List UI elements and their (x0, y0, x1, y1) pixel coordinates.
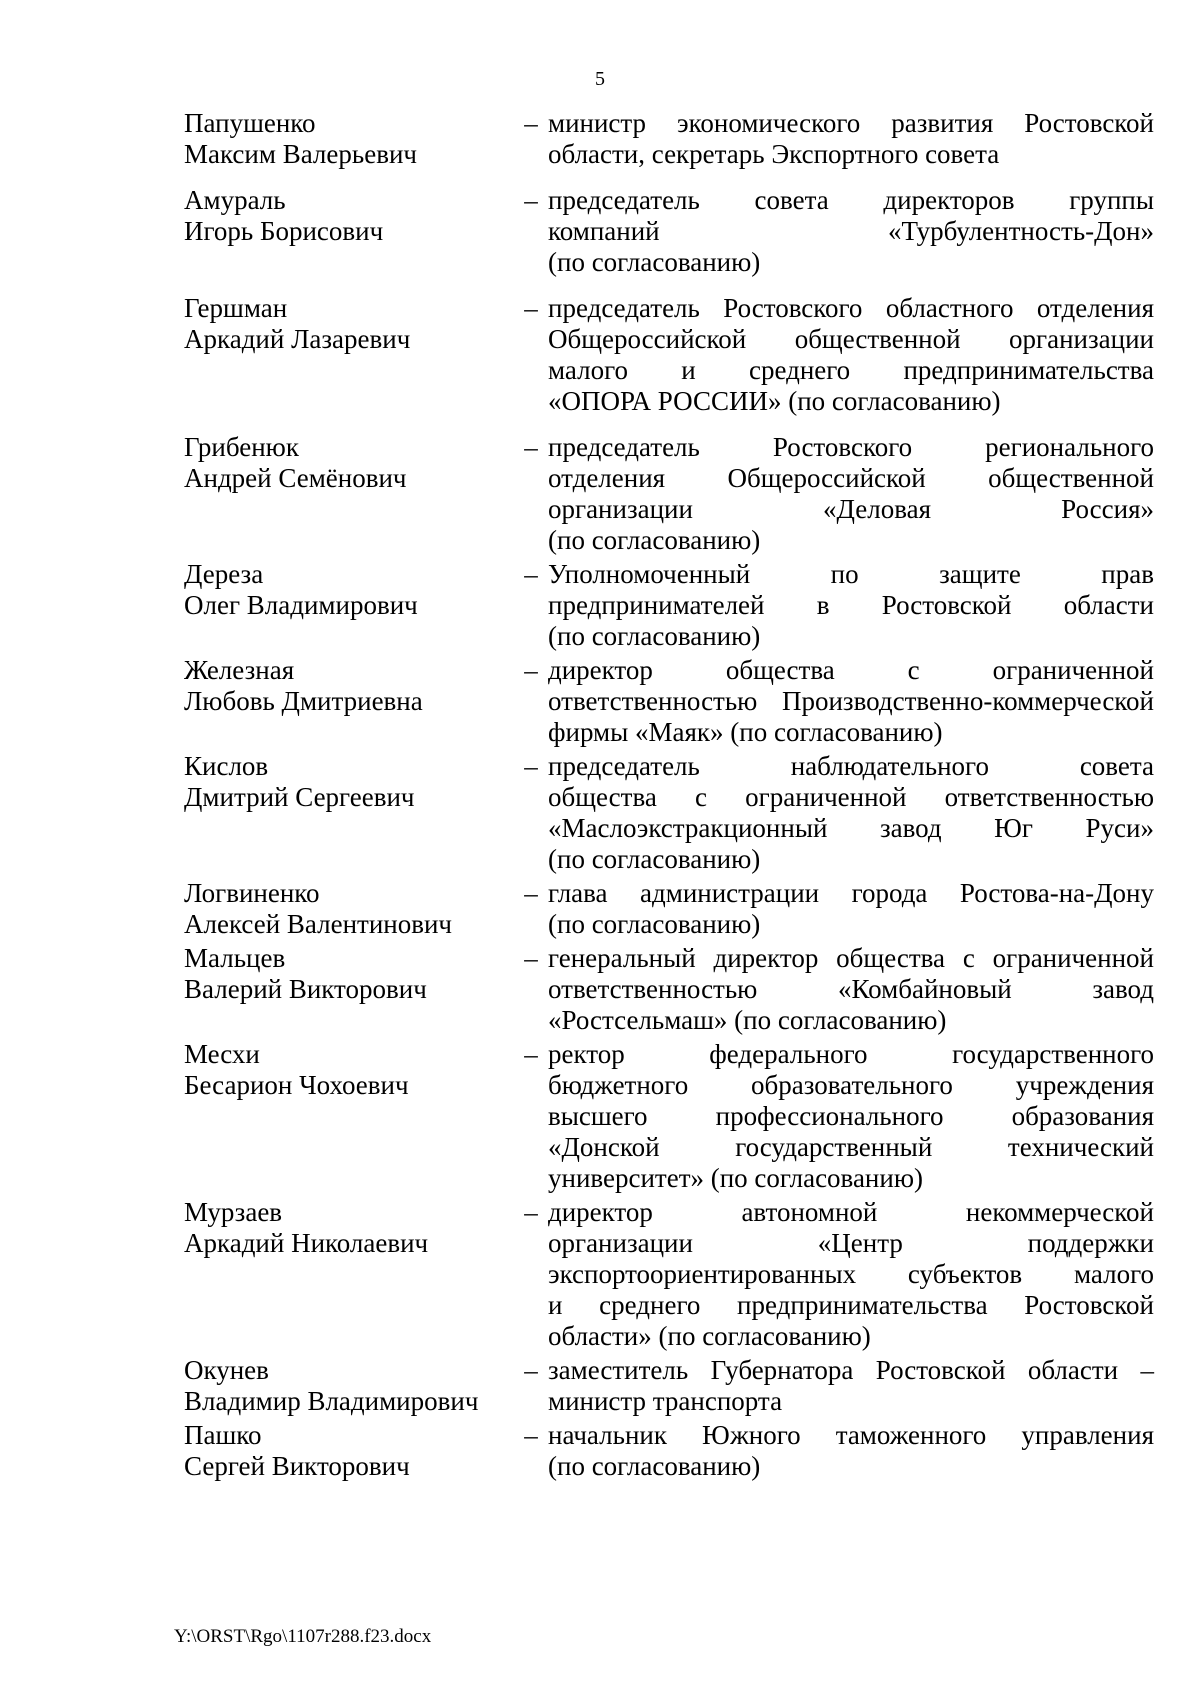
role-line: организации «Центр поддержки (548, 1228, 1154, 1258)
member-role (548, 432, 1154, 556)
member-entry (184, 293, 1154, 417)
role-line: ответственностью Производственно-коммерческой (548, 686, 1154, 716)
role-line: (по согласованию) (548, 909, 761, 939)
member-entry (184, 1355, 1154, 1417)
role-line: начальник Южного таможенного управления (548, 1420, 1154, 1450)
role-line: ректор федерального государственного (548, 1039, 1154, 1069)
member-surname: Грибенюк (184, 432, 299, 462)
separator-dash: – (524, 943, 538, 973)
role-line: области» (по согласованию) (548, 1321, 871, 1351)
separator-dash: – (524, 432, 538, 462)
member-entry (184, 185, 1154, 278)
member-name (184, 1355, 514, 1417)
member-list (184, 108, 1154, 1482)
role-line: председатель Ростовского регионального (548, 432, 1154, 462)
member-name (184, 1039, 514, 1194)
member-surname: Пашко (184, 1420, 262, 1450)
role-line: высшего профессионального образования (548, 1101, 1154, 1131)
separator-dash: – (524, 878, 538, 908)
page-number: 5 (595, 68, 605, 90)
member-role (548, 1197, 1154, 1352)
member-name (184, 655, 514, 748)
member-entry (184, 1197, 1154, 1352)
role-line: предпринимателей в Ростовской области (548, 590, 1154, 620)
member-given-names: Андрей Семёнович (184, 463, 407, 493)
role-line: малого и среднего предпринимательства (548, 355, 1154, 385)
role-line: «Ростсельмаш» (по согласованию) (548, 1005, 947, 1035)
role-line: генеральный директор общества с ограниченной (548, 943, 1154, 973)
role-line: «Маслоэкстракционный завод Юг Руси» (548, 813, 1154, 843)
member-surname: Мурзаев (184, 1197, 283, 1227)
member-role (548, 1355, 1154, 1417)
member-surname: Папушенко (184, 108, 316, 138)
role-line: (по согласованию) (548, 1451, 761, 1481)
role-line: глава администрации города Ростова-на-Дону (548, 878, 1154, 908)
member-given-names: Валерий Викторович (184, 974, 427, 1004)
member-name (184, 943, 514, 1036)
member-given-names: Олег Владимирович (184, 590, 418, 620)
role-line: (по согласованию) (548, 844, 761, 874)
member-role (548, 1420, 1154, 1482)
role-line: (по согласованию) (548, 621, 761, 651)
member-entry (184, 1039, 1154, 1194)
separator-dash: – (524, 1355, 538, 1385)
member-given-names: Аркадий Лазаревич (184, 324, 411, 354)
member-name (184, 185, 514, 278)
member-surname: Мальцев (184, 943, 286, 973)
separator-dash: – (524, 751, 538, 781)
member-entry (184, 432, 1154, 556)
role-line: министр экономического развития Ростовской (548, 108, 1154, 138)
member-given-names: Алексей Валентинович (184, 909, 453, 939)
role-line: заместитель Губернатора Ростовской области – (548, 1355, 1154, 1385)
member-role (548, 751, 1154, 875)
member-entry (184, 108, 1154, 170)
separator-dash: – (524, 293, 538, 323)
member-surname: Гершман (184, 293, 288, 323)
member-name (184, 878, 514, 940)
member-role (548, 108, 1154, 170)
member-role (548, 185, 1154, 278)
role-line: фирмы «Маяк» (по согласованию) (548, 717, 943, 747)
member-surname: Дереза (184, 559, 264, 589)
member-given-names: Игорь Борисович (184, 216, 384, 246)
member-entry (184, 878, 1154, 940)
role-line: директор общества с ограниченной (548, 655, 1154, 685)
member-name (184, 751, 514, 875)
role-line: общества с ограниченной ответственностью (548, 782, 1154, 812)
member-name (184, 1197, 514, 1352)
member-given-names: Аркадий Николаевич (184, 1228, 429, 1258)
role-line: экспортоориентированных субъектов малого (548, 1259, 1154, 1289)
member-given-names: Сергей Викторович (184, 1451, 410, 1481)
role-line: председатель наблюдательного совета (548, 751, 1154, 781)
member-surname: Амураль (184, 185, 286, 215)
role-line: (по согласованию) (548, 525, 761, 555)
role-line: председатель совета директоров группы (548, 185, 1154, 215)
member-name (184, 559, 514, 652)
separator-dash: – (524, 1420, 538, 1450)
role-line: университет» (по согласованию) (548, 1163, 923, 1193)
role-line: директор автономной некоммерческой (548, 1197, 1154, 1227)
member-entry (184, 1420, 1154, 1482)
member-given-names: Любовь Дмитриевна (184, 686, 423, 716)
member-surname: Кислов (184, 751, 269, 781)
member-given-names: Максим Валерьевич (184, 139, 417, 169)
member-role (548, 878, 1154, 940)
role-line: и среднего предпринимательства Ростовской (548, 1290, 1154, 1320)
member-name (184, 108, 514, 170)
role-line: «ОПОРА РОССИИ» (по согласованию) (548, 386, 1001, 416)
separator-dash: – (524, 185, 538, 215)
role-line: «Донской государственный технический (548, 1132, 1154, 1162)
member-role (548, 943, 1154, 1036)
member-role (548, 559, 1154, 652)
member-name (184, 293, 514, 417)
member-role (548, 293, 1154, 417)
role-line: бюджетного образовательного учреждения (548, 1070, 1154, 1100)
role-line: области, секретарь Экспортного совета (548, 139, 1000, 169)
member-name (184, 432, 514, 556)
member-entry (184, 655, 1154, 748)
member-given-names: Дмитрий Сергеевич (184, 782, 415, 812)
role-line: Общероссийской общественной организации (548, 324, 1154, 354)
member-role (548, 655, 1154, 748)
separator-dash: – (524, 655, 538, 685)
role-line: Уполномоченный по защите прав (548, 559, 1154, 589)
member-entry (184, 751, 1154, 875)
member-name (184, 1420, 514, 1482)
member-surname: Логвиненко (184, 878, 320, 908)
role-line: министр транспорта (548, 1386, 783, 1416)
member-given-names: Бесарион Чохоевич (184, 1070, 409, 1100)
separator-dash: – (524, 108, 538, 138)
member-surname: Окунев (184, 1355, 269, 1385)
separator-dash: – (524, 1197, 538, 1227)
separator-dash: – (524, 559, 538, 589)
member-given-names: Владимир Владимирович (184, 1386, 479, 1416)
role-line: председатель Ростовского областного отделения (548, 293, 1154, 323)
role-line: компаний «Турбулентность-Дон» (548, 216, 1154, 246)
file-path-footer: Y:\ORST\Rgo\1107r288.f23.docx (174, 1626, 432, 1647)
role-line: организации «Деловая Россия» (548, 494, 1154, 524)
member-entry (184, 943, 1154, 1036)
member-entry (184, 559, 1154, 652)
role-line: отделения Общероссийской общественной (548, 463, 1154, 493)
role-line: ответственностью «Комбайновый завод (548, 974, 1154, 1004)
member-surname: Месхи (184, 1039, 260, 1069)
member-surname: Железная (184, 655, 295, 685)
role-line: (по согласованию) (548, 247, 761, 277)
separator-dash: – (524, 1039, 538, 1069)
member-role (548, 1039, 1154, 1194)
